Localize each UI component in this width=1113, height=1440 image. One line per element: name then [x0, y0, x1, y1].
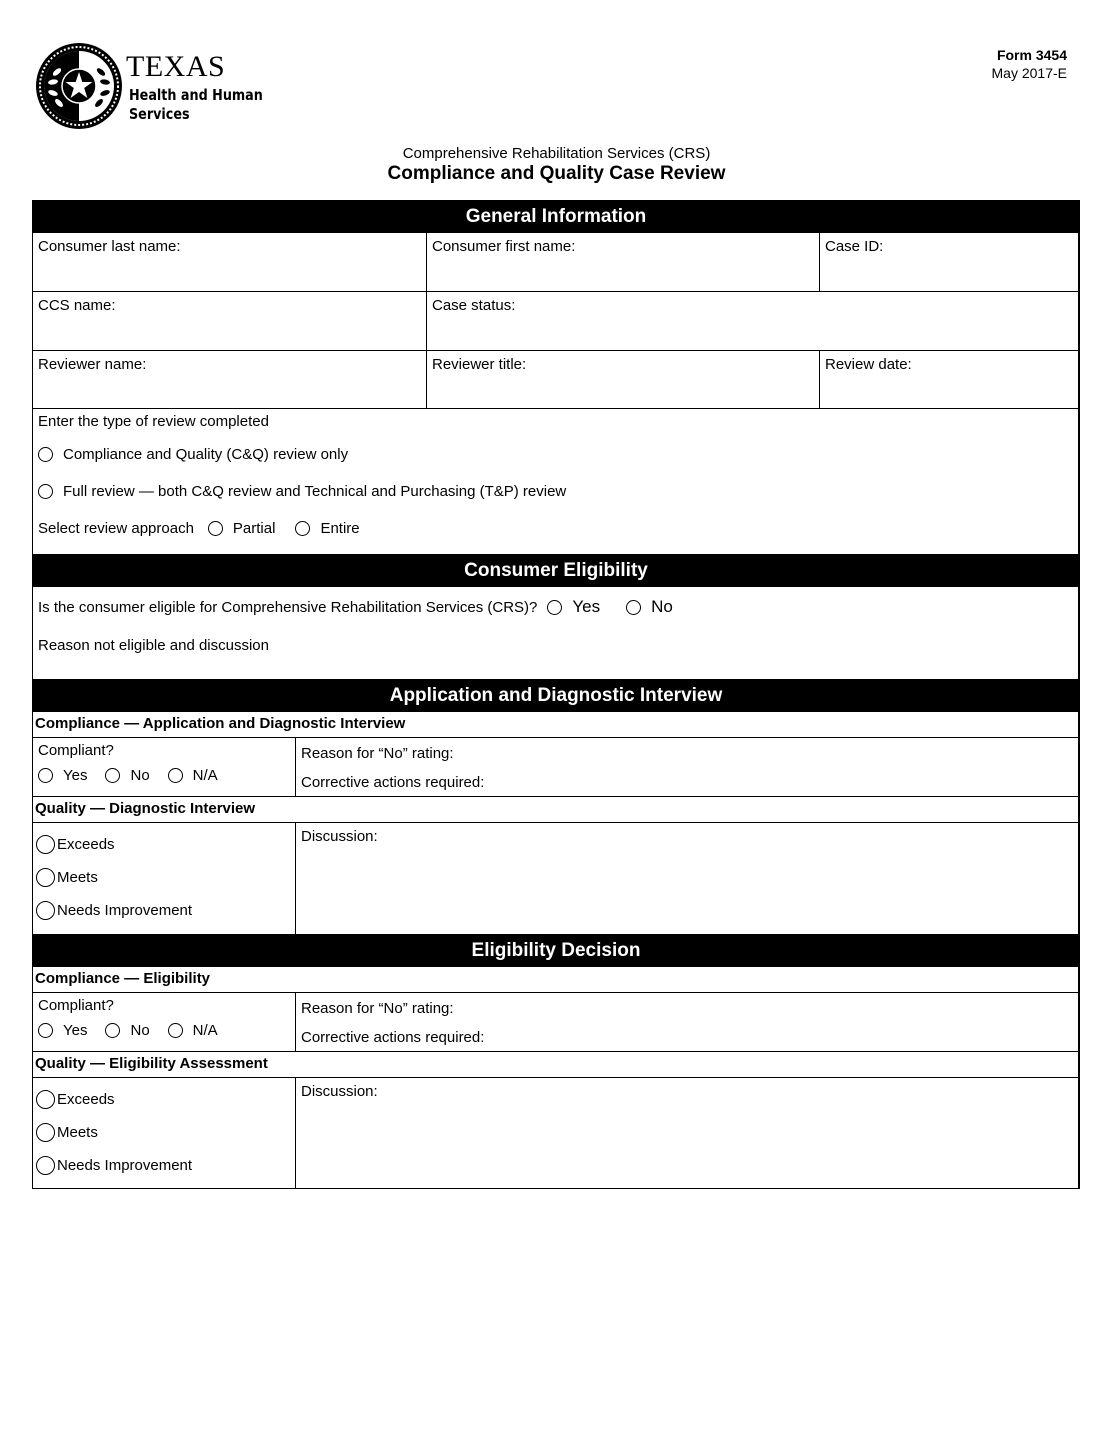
- eligibility-question: Is the consumer eligible for Comprehensive Rehabilitation Services (CRS)?: [38, 598, 538, 616]
- radio-app-na[interactable]: [168, 768, 183, 783]
- app-compliant-options: [38, 767, 290, 784]
- eligibility-reason-field[interactable]: Reason not eligible and discussion: [38, 636, 269, 654]
- elig-quality-exceeds[interactable]: Exceeds: [36, 1083, 292, 1116]
- subheader-quality-diagnostic: Quality — Diagnostic Interview: [32, 797, 1080, 823]
- elig-quality-options: [33, 1078, 295, 1188]
- section-header-application: Application and Diagnostic Interview: [32, 679, 1080, 712]
- app-compliant-cell: Compliant? Yes No N/A: [33, 738, 295, 796]
- review-approach-row: [38, 510, 1073, 547]
- consumer-first-name-field[interactable]: Consumer first name:: [426, 233, 819, 291]
- radio-app-no[interactable]: [105, 768, 120, 783]
- approach-option-entire[interactable]: Entire: [295, 520, 359, 537]
- section-header-general: General Information: [32, 200, 1080, 233]
- section-header-eligibility: Consumer Eligibility: [32, 554, 1080, 587]
- radio-app-yes[interactable]: [38, 768, 53, 783]
- review-form: [32, 200, 1080, 1189]
- elig-reason-cell[interactable]: [295, 993, 1078, 1051]
- app-reason-cell[interactable]: [295, 738, 1078, 796]
- general-row-1: [32, 233, 1080, 292]
- reviewer-name-field[interactable]: Reviewer name:: [38, 356, 147, 373]
- form-identifier: [992, 46, 1067, 82]
- review-type-prompt: Enter the type of review completed: [38, 413, 269, 430]
- elig-compliant-yes[interactable]: Yes: [38, 1022, 87, 1039]
- subheader-compliance-eligibility: Compliance — Eligibility: [32, 967, 1080, 993]
- radio-eligible-no[interactable]: [626, 600, 641, 615]
- texas-seal-star-icon: [35, 42, 123, 130]
- eligible-option-yes[interactable]: Yes: [547, 597, 600, 617]
- radio-app-meets[interactable]: [36, 868, 55, 887]
- app-corrective-label: Corrective actions required:: [301, 774, 485, 791]
- elig-compliant-options: [38, 1022, 290, 1039]
- eligible-option-no[interactable]: No: [626, 597, 673, 617]
- page-title: Compliance and Quality Case Review: [387, 163, 726, 184]
- radio-elig-exceeds[interactable]: [36, 1090, 55, 1109]
- radio-elig-yes[interactable]: [38, 1023, 53, 1038]
- elig-quality-row: [32, 1078, 1080, 1189]
- elig-quality-needs-improvement[interactable]: Needs Improvement: [36, 1149, 292, 1182]
- form-date: May 2017-E: [991, 65, 1067, 81]
- review-approach-label: Select review approach: [38, 520, 194, 537]
- app-compliant-no[interactable]: No: [105, 767, 149, 784]
- app-compliant-na[interactable]: N/A: [168, 767, 218, 784]
- review-date-field[interactable]: Review date:: [819, 351, 1078, 408]
- eligibility-question-row: [38, 593, 1073, 621]
- radio-elig-meets[interactable]: [36, 1123, 55, 1142]
- radio-elig-na[interactable]: [168, 1023, 183, 1038]
- app-discussion-field[interactable]: Discussion:: [295, 823, 1078, 934]
- review-type-option-cq[interactable]: Compliance and Quality (C&Q) review only: [38, 436, 1073, 473]
- app-compliant-yes[interactable]: Yes: [38, 767, 87, 784]
- radio-elig-no[interactable]: [105, 1023, 120, 1038]
- app-quality-row: [32, 823, 1080, 934]
- elig-compliance-row: [32, 993, 1080, 1052]
- case-id-field[interactable]: Case ID:: [819, 233, 1078, 291]
- review-type-option-full[interactable]: Full review — both C&Q review and Technical and Purchasing (T&P) review: [38, 473, 1073, 510]
- subheader-quality-eligibility: Quality — Eligibility Assessment: [32, 1052, 1080, 1078]
- approach-option-partial[interactable]: Partial: [208, 520, 276, 537]
- elig-quality-meets[interactable]: Meets: [36, 1116, 292, 1149]
- review-type-block: [32, 409, 1080, 554]
- app-quality-meets[interactable]: Meets: [36, 861, 292, 894]
- radio-cq-review[interactable]: [38, 447, 53, 462]
- agency-name: TEXAS: [126, 50, 226, 83]
- elig-compliant-na[interactable]: N/A: [168, 1022, 218, 1039]
- consumer-last-name-field[interactable]: Consumer last name:: [38, 238, 181, 255]
- ccs-name-field[interactable]: CCS name:: [38, 297, 116, 314]
- app-quality-needs-improvement[interactable]: Needs Improvement: [36, 894, 292, 927]
- reviewer-title-field[interactable]: Reviewer title:: [426, 351, 819, 408]
- elig-discussion-field[interactable]: Discussion:: [295, 1078, 1078, 1188]
- elig-compliant-cell: Compliant? Yes No N/A: [33, 993, 295, 1051]
- app-quality-exceeds[interactable]: Exceeds: [36, 828, 292, 861]
- form-number: Form 3454: [996, 47, 1067, 63]
- elig-compliant-no[interactable]: No: [105, 1022, 149, 1039]
- general-row-3: [32, 351, 1080, 409]
- radio-app-exceeds[interactable]: [36, 835, 55, 854]
- eligibility-block: [32, 587, 1080, 679]
- radio-partial[interactable]: [208, 521, 223, 536]
- general-row-2: [32, 292, 1080, 351]
- elig-corrective-label: Corrective actions required:: [301, 1029, 485, 1046]
- subheader-compliance-application: Compliance — Application and Diagnostic Interview: [32, 712, 1080, 738]
- radio-app-needs-improvement[interactable]: [36, 901, 55, 920]
- case-status-field[interactable]: Case status:: [426, 292, 1078, 350]
- app-reason-no-label: Reason for “No” rating:: [301, 745, 454, 762]
- radio-full-review[interactable]: [38, 484, 53, 499]
- elig-reason-no-label: Reason for “No” rating:: [301, 1000, 454, 1017]
- radio-elig-needs-improvement[interactable]: [36, 1156, 55, 1175]
- radio-eligible-yes[interactable]: [547, 600, 562, 615]
- program-name: Comprehensive Rehabilitation Services (CRS): [402, 145, 711, 162]
- radio-entire[interactable]: [295, 521, 310, 536]
- section-header-eligibility-decision: Eligibility Decision: [32, 934, 1080, 967]
- app-quality-options: [33, 823, 295, 934]
- app-compliance-row: [32, 738, 1080, 797]
- agency-subname: Health and Human Services: [129, 86, 263, 123]
